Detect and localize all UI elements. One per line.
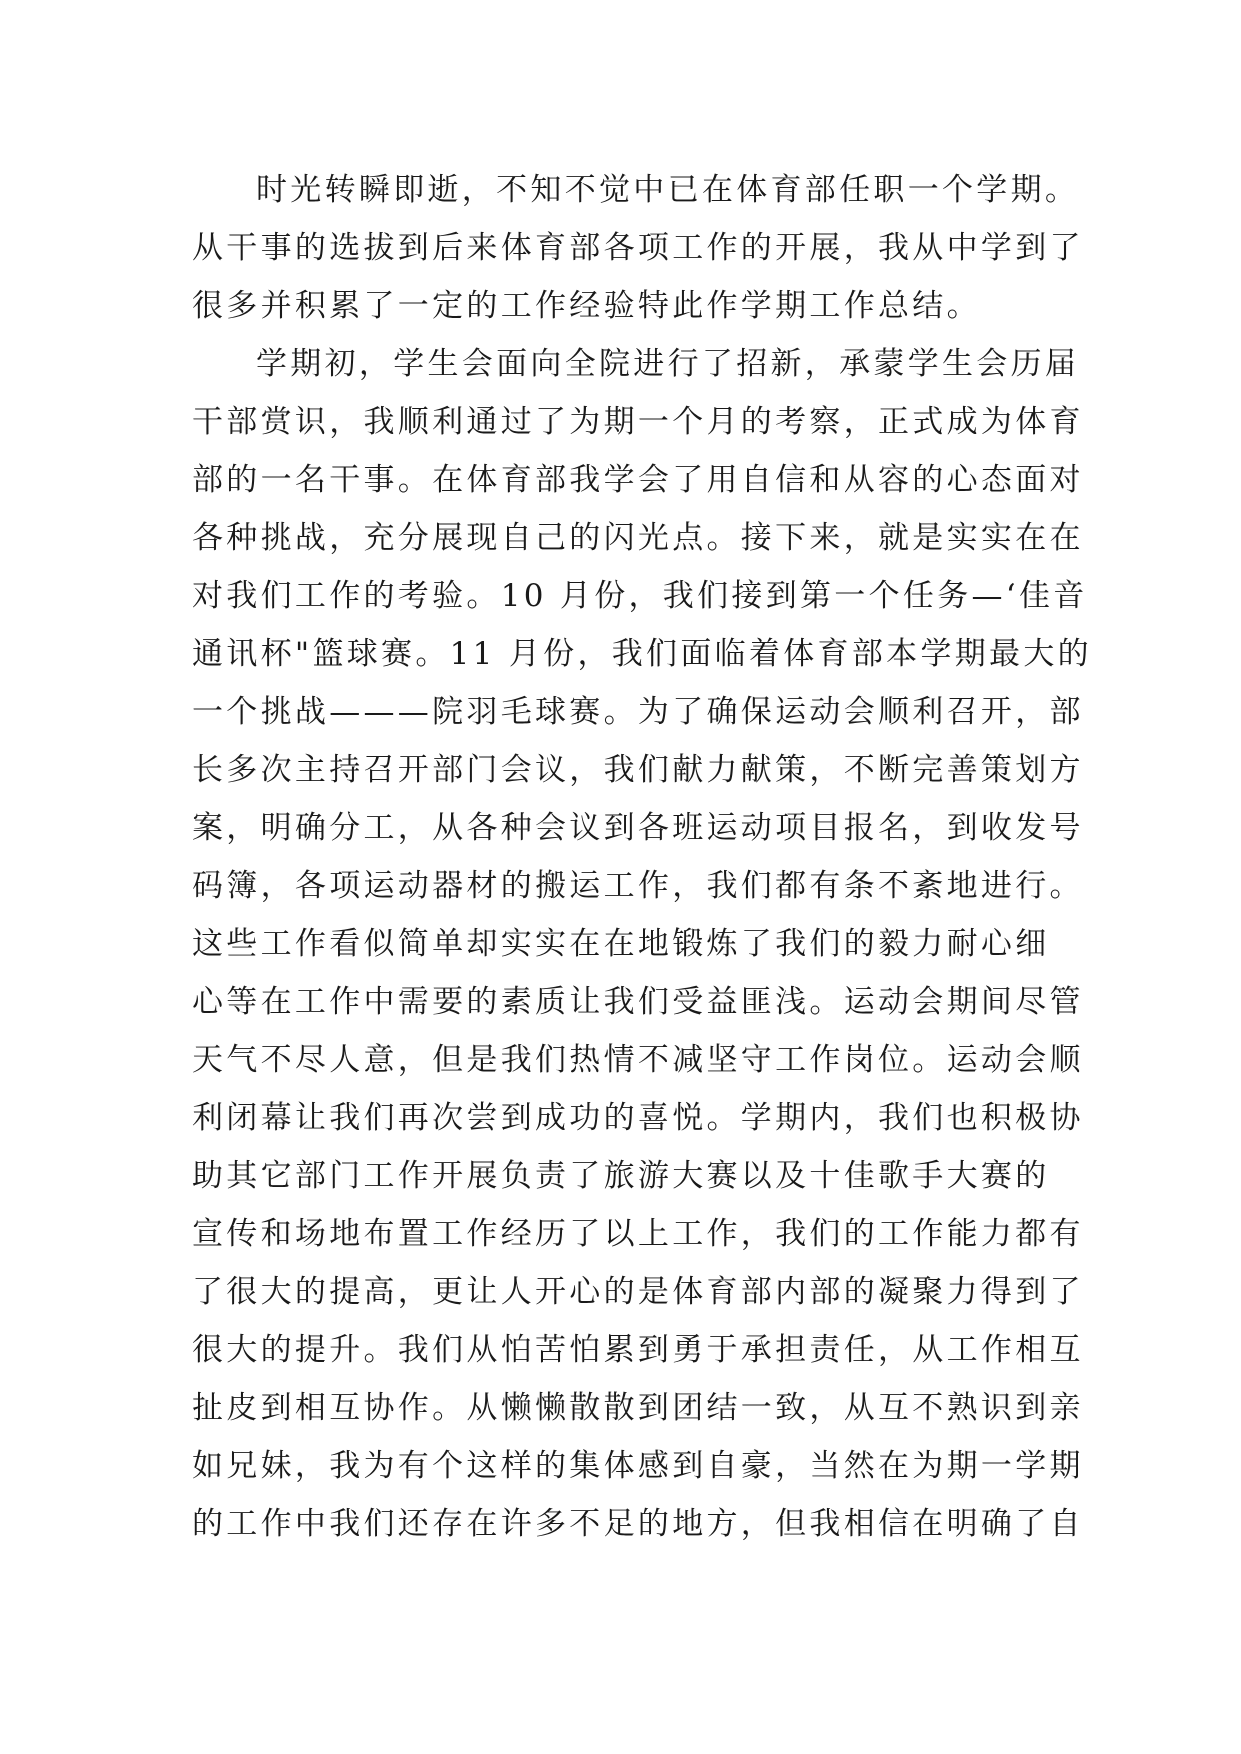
text-line: 对我们工作的考验。10 月份，我们接到第一个任务—‘佳音 [192, 578, 1088, 614]
text-line: 心等在工作中需要的素质让我们受益匪浅。运动会期间尽管 [192, 984, 1084, 1020]
text-line: 码簿，各项运动器材的搬运工作，我们都有条不紊地进行。 [192, 868, 1084, 904]
text-line: 的工作中我们还存在许多不足的地方，但我相信在明确了自 [192, 1506, 1084, 1542]
text-line: 时光转瞬即逝，不知不觉中已在体育部任职一个学期。 [256, 172, 1080, 208]
text-line: 各种挑战，充分展现自己的闪光点。接下来，就是实实在在 [192, 520, 1084, 556]
text-line: 宣传和场地布置工作经历了以上工作，我们的工作能力都有 [192, 1216, 1084, 1252]
text-line: 学期初，学生会面向全院进行了招新，承蒙学生会历届 [256, 346, 1080, 382]
text-line: 一个挑战———院羽毛球赛。为了确保运动会顺利召开，部 [192, 694, 1084, 730]
text-line: 如兄妹，我为有个这样的集体感到自豪，当然在为期一学期 [192, 1448, 1084, 1484]
text-line: 天气不尽人意，但是我们热情不减坚守工作岗位。运动会顺 [192, 1042, 1084, 1078]
text-line: 利闭幕让我们再次尝到成功的喜悦。学期内，我们也积极协 [192, 1100, 1084, 1136]
text-line: 很多并积累了一定的工作经验特此作学期工作总结。 [192, 288, 981, 324]
text-line: 长多次主持召开部门会议，我们献力献策，不断完善策划方 [192, 752, 1084, 788]
text-line: 很大的提升。我们从怕苦怕累到勇于承担责任，从工作相互 [192, 1332, 1084, 1368]
text-line: 从干事的选拔到后来体育部各项工作的开展，我从中学到了 [192, 230, 1084, 266]
text-line: 了很大的提高，更让人开心的是体育部内部的凝聚力得到了 [192, 1274, 1084, 1310]
text-line: 部的一名干事。在体育部我学会了用自信和从容的心态面对 [192, 462, 1084, 498]
text-line: 这些工作看似简单却实实在在地锻炼了我们的毅力耐心细 [192, 926, 1050, 962]
text-line: 扯皮到相互协作。从懒懒散散到团结一致，从互不熟识到亲 [192, 1390, 1084, 1426]
text-line: 通讯杯"篮球赛。11 月份，我们面临着体育部本学期最大的 [192, 636, 1092, 672]
text-line: 干部赏识，我顺利通过了为期一个月的考察，正式成为体育 [192, 404, 1084, 440]
text-line: 案，明确分工，从各种会议到各班运动项目报名，到收发号 [192, 810, 1084, 846]
text-line: 助其它部门工作开展负责了旅游大赛以及十佳歌手大赛的 [192, 1158, 1050, 1194]
